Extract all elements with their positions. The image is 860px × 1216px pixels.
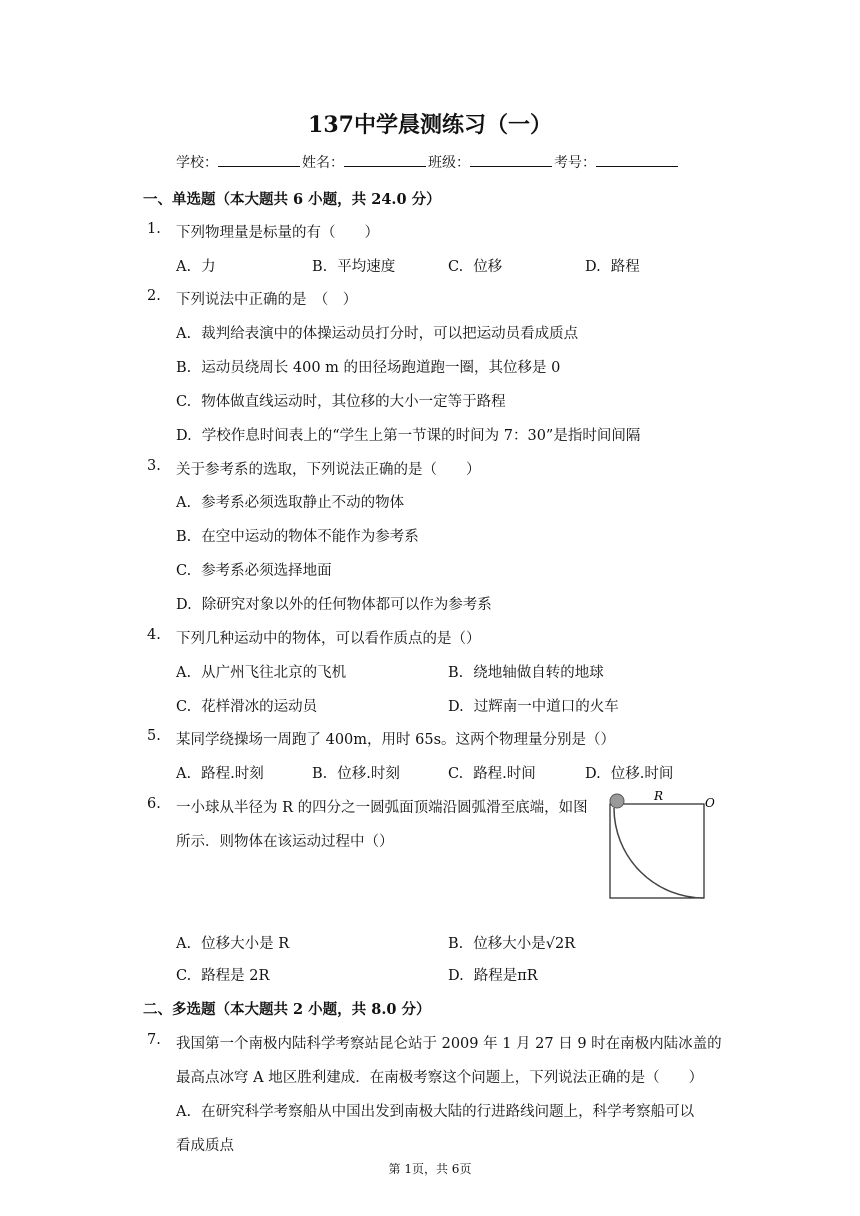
- question-5-option-b: B. 位移.时刻: [312, 766, 400, 782]
- exam-no-label: 考号：: [554, 155, 596, 171]
- question-4-option-d: D. 过辉南一中道口的火车: [448, 699, 619, 715]
- class-label: 班级：: [428, 155, 470, 171]
- question-6-text-line-2: 所示．则物体在该运动过程中（）: [176, 834, 394, 850]
- page-title: 137中学晨测练习（一）: [308, 112, 552, 138]
- name-label: 姓名：: [302, 155, 344, 171]
- question-7-option-a-line-2: 看成质点: [176, 1138, 234, 1154]
- question-5-option-d: D. 位移.时间: [585, 766, 674, 782]
- page-footer: 第 1页，共 6页: [388, 1162, 472, 1176]
- section-heading-multiple-choice: 二、多选题（本大题共 2 小题，共 8.0 分）: [143, 1001, 431, 1018]
- question-1-option-d: D. 路程: [585, 259, 640, 275]
- question-2-option-c: C. 物体做直线运动时，其位移的大小一定等于路程: [176, 394, 506, 410]
- question-4-option-c: C. 花样滑冰的运动员: [176, 699, 318, 715]
- question-7-number: 7.: [147, 1032, 161, 1048]
- question-4-text: 下列几种运动中的物体，可以看作质点的是（）: [176, 631, 481, 647]
- question-6-number: 6.: [147, 796, 161, 812]
- question-7-option-a-line-1: A. 在研究科学考察船从中国出发到南极大陆的行进路线问题上，科学考察船可以: [176, 1104, 695, 1120]
- arc-path: [614, 808, 704, 898]
- question-3-option-a: A. 参考系必须选取静止不动的物体: [176, 495, 405, 511]
- question-5-option-a: A. 路程.时刻: [176, 766, 264, 782]
- question-6-option-d: D. 路程是πR: [448, 968, 538, 984]
- question-7-text-line-2: 最高点冰穹 A 地区胜利建成．在南极考察这个问题上，下列说法正确的是（ ）: [176, 1070, 704, 1086]
- question-1-number: 1.: [147, 221, 161, 237]
- figure-label-r: R: [654, 790, 664, 803]
- question-4-option-b: B. 绕地轴做自转的地球: [448, 665, 604, 681]
- question-2-number: 2.: [147, 288, 161, 304]
- figure-label-o: O: [705, 796, 715, 810]
- question-1-option-c: C. 位移: [448, 259, 503, 275]
- question-5-text: 某同学绕操场一周跑了 400m，用时 65s。这两个物理量分别是（）: [176, 732, 616, 748]
- name-blank: [344, 154, 426, 167]
- question-4-option-a: A. 从广州飞往北京的飞机: [176, 665, 347, 681]
- question-2-option-d: D. 学校作息时间表上的“学生上第一节课的时间为 7：30”是指时间间隔: [176, 428, 641, 444]
- question-3-text: 关于参考系的选取，下列说法正确的是（ ）: [176, 462, 481, 478]
- question-2-text: 下列说法中正确的是 （ ）: [176, 292, 358, 308]
- question-6-option-c: C. 路程是 2R: [176, 968, 270, 984]
- question-6-option-b: B. 位移大小是√2R: [448, 936, 576, 952]
- question-1-text: 下列物理量是标量的有（ ）: [176, 225, 379, 241]
- quarter-circle-figure: [604, 790, 724, 902]
- question-7-text-line-1: 我国第一个南极内陆科学考察站昆仑站于 2009 年 1 月 27 日 9 时在南极内陆冰盖的: [176, 1036, 722, 1052]
- section-heading-single-choice: 一、单选题（本大题共 6 小题，共 24.0 分）: [143, 191, 441, 208]
- question-5-option-c: C. 路程.时间: [448, 766, 536, 782]
- question-6-option-a: A. 位移大小是 R: [176, 936, 290, 952]
- question-1-option-b: B. 平均速度: [312, 259, 396, 275]
- student-info-line: [176, 152, 680, 172]
- question-2-option-a: A. 裁判给表演中的体操运动员打分时，可以把运动员看成质点: [176, 326, 579, 342]
- question-6-text-line-1: 一小球从半径为 R 的四分之一圆弧面顶端沿圆弧滑至底端，如图: [176, 800, 588, 816]
- ball: [610, 794, 624, 808]
- question-3-option-b: B. 在空中运动的物体不能作为参考系: [176, 529, 419, 545]
- exam-no-blank: [596, 154, 678, 167]
- question-2-option-b: B. 运动员绕周长 400 m 的田径场跑道跑一圈，其位移是 0: [176, 360, 561, 376]
- question-1-option-a: A. 力: [176, 259, 216, 275]
- question-5-number: 5.: [147, 728, 161, 744]
- school-blank: [218, 154, 300, 167]
- question-3-option-c: C. 参考系必须选择地面: [176, 563, 332, 579]
- question-3-option-d: D. 除研究对象以外的任何物体都可以作为参考系: [176, 597, 492, 613]
- question-3-number: 3.: [147, 458, 161, 474]
- class-blank: [470, 154, 552, 167]
- school-label: 学校：: [176, 155, 218, 171]
- question-4-number: 4.: [147, 627, 161, 643]
